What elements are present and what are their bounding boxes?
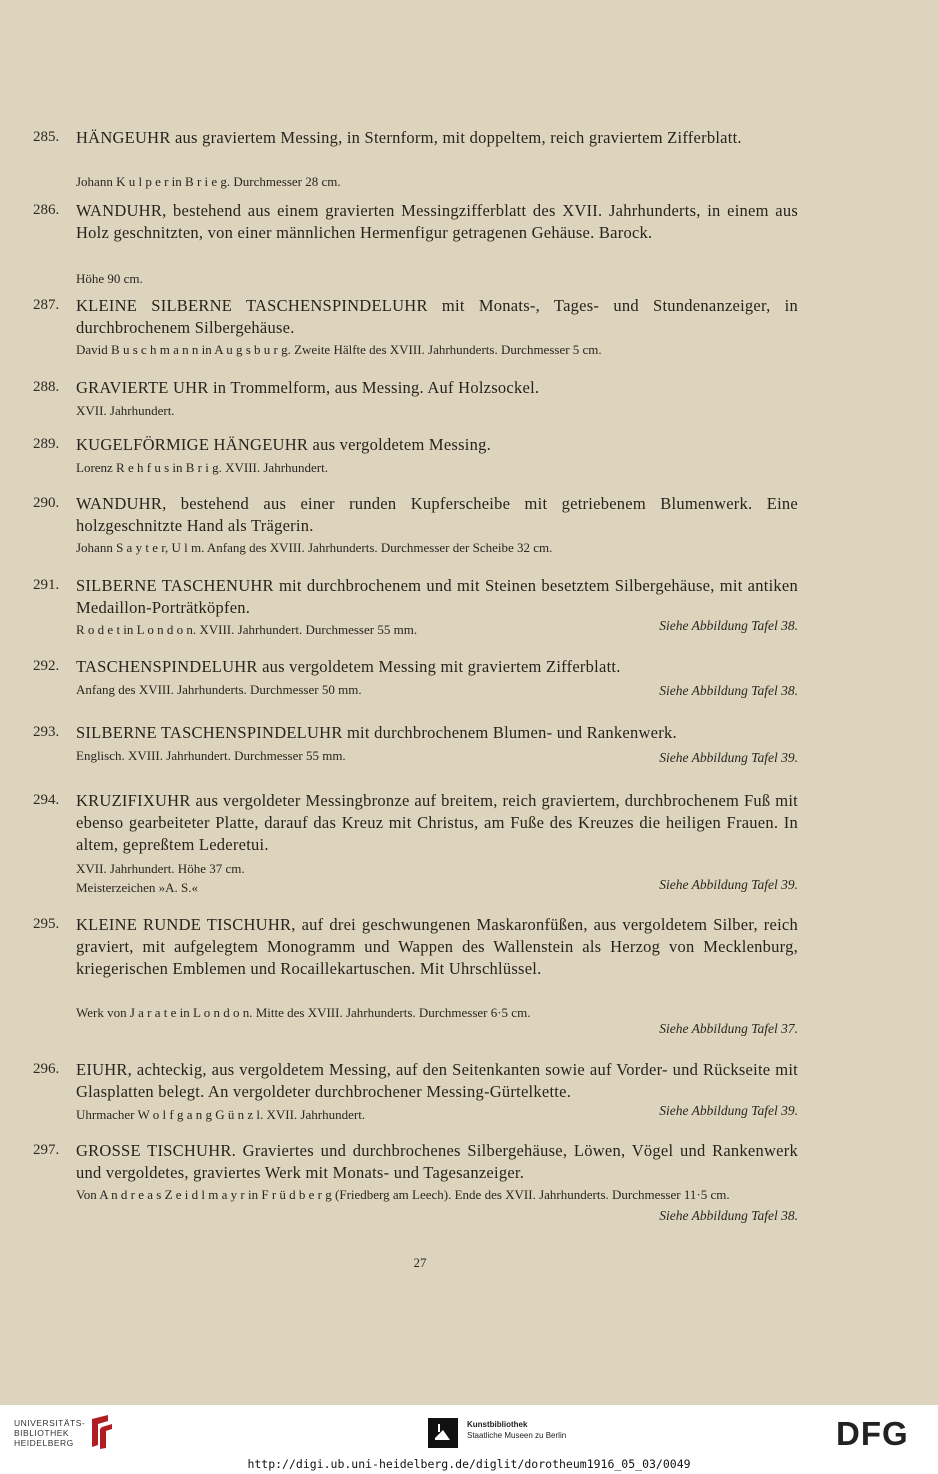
kunstbibliothek-label [467, 1419, 566, 1441]
entry-title: KUGELFÖRMIGE HÄNGEUHR aus vergoldetem Messing. [76, 435, 491, 454]
entry-number: 292. [33, 658, 60, 674]
university-logo-icon [88, 1415, 114, 1449]
entry-meta: Anfang des XVIII. Jahrhunderts. Durchmesser 50 mm. [76, 682, 362, 697]
entry-number: 295. [33, 916, 60, 932]
entry-number: 293. [33, 724, 60, 740]
entry-meta: Werk von J a r a t e in L o n d o n. Mitte des XVIII. Jahrhunderts. Durchmesser 6·5 cm. [76, 1005, 531, 1020]
entry-meta: David B u s c h m a n n in A u g s b u r g. Zweite Hälfte des XVIII. Jahrhunderts. Durchmesser 5 cm. [76, 342, 602, 357]
source-url[interactable]: http://digi.ub.uni-heidelberg.de/diglit/dorotheum1916_05_03/0049 [247, 1457, 691, 1471]
entry-meta: Meisterzeichen »A. S.« [76, 880, 199, 895]
entry-number: 294. [33, 792, 60, 808]
entry-number: 296. [33, 1061, 60, 1077]
entry-title: HÄNGEUHR aus graviertem Messing, in Sternform, mit doppeltem, reich graviertem Zifferblatt. [76, 128, 742, 147]
entry-title: EIUHR, achteckig, aus vergoldetem Messing, auf den Seitenkanten sowie auf Vorder- und Rückseite mit Glasplatten belegt. An vergoldeter durchbrochener Messing-Gürtelkette. [76, 1060, 798, 1101]
plate-reference: Siehe Abbildung Tafel 37. [659, 1021, 798, 1036]
uni-line-3: HEIDELBERG [14, 1438, 74, 1448]
entry-number: 289. [33, 436, 60, 452]
entry-title: KLEINE SILBERNE TASCHENSPINDELUHR mit Monats-, Tages- und Stundenanzeiger, in durchbrochenem Silbergehäuse. [76, 296, 798, 337]
entry-number: 286. [33, 202, 60, 218]
entry-title: SILBERNE TASCHENSPINDELUHR mit durchbrochenem Blumen- und Rankenwerk. [76, 723, 677, 742]
plate-reference: Siehe Abbildung Tafel 39. [659, 1103, 798, 1118]
entry-meta: Von A n d r e a s Z e i d l m a y r in F r ü d b e r g (Friedberg am Leech). Ende des XVII. Jahrhunderts. Durchmesser 11·5 cm. [76, 1187, 730, 1202]
university-library-label [14, 1418, 85, 1448]
entry-meta: Höhe 90 cm. [76, 271, 143, 286]
entry-number: 297. [33, 1142, 60, 1158]
entry-title: WANDUHR, bestehend aus einem gravierten Messingzifferblatt des XVII. Jahrhunderts, in einem aus Holz geschnitzten, von einer männlichen Hermenfigur getragenen Gehäuse. Barock. [76, 201, 798, 242]
plate-reference: Siehe Abbildung Tafel 38. [659, 683, 798, 698]
entry-meta: Englisch. XVIII. Jahrhundert. Durchmesser 55 mm. [76, 748, 346, 763]
entry-title: KRUZIFIXUHR aus vergoldeter Messingbronze auf breitem, reich graviertem, durchbrochenem Fuß mit ebenso gearbeiteter Platte, darauf das Kreuz mit Christus, am Fuße des Kreuzes die heiligen Frauen. In altem, gepreßtem Lederetui. [76, 791, 798, 854]
entry-title: SILBERNE TASCHENUHR mit durchbrochenem und mit Steinen besetztem Silbergehäuse, mit antiken Medaillon-Porträtköpfen. [76, 576, 798, 617]
plate-reference: Siehe Abbildung Tafel 39. [659, 750, 798, 765]
plate-reference: Siehe Abbildung Tafel 38. [659, 1208, 798, 1223]
entry-number: 288. [33, 379, 60, 395]
footer-bar [0, 1405, 938, 1457]
uni-line-2: BIBLIOTHEK [14, 1428, 70, 1438]
entry-title: TASCHENSPINDELUHR aus vergoldetem Messing mit graviertem Zifferblatt. [76, 657, 621, 676]
entry-meta: XVII. Jahrhundert. [76, 403, 175, 418]
entry-meta: R o d e t in L o n d o n. XVIII. Jahrhundert. Durchmesser 55 mm. [76, 622, 418, 637]
plate-reference: Siehe Abbildung Tafel 39. [659, 877, 798, 892]
entry-meta: XVII. Jahrhundert. Höhe 37 cm. [76, 861, 245, 876]
entry-number: 291. [33, 577, 60, 593]
entry-number: 285. [33, 129, 60, 145]
kb-title: Kunstbibliothek [467, 1420, 528, 1429]
plate-reference: Siehe Abbildung Tafel 38. [659, 618, 798, 633]
entry-number: 287. [33, 297, 60, 313]
kunstbibliothek-logo-icon [428, 1418, 458, 1448]
page-number: 27 [413, 1255, 427, 1270]
kb-subtitle: Staatliche Museen zu Berlin [467, 1431, 567, 1440]
entry-title: GRAVIERTE UHR in Trommelform, aus Messing. Auf Holzsockel. [76, 378, 540, 397]
entry-meta: Lorenz R e h f u s in B r i g. XVIII. Jahrhundert. [76, 460, 328, 475]
entry-number: 290. [33, 495, 60, 511]
entry-meta: Johann S a y t e r, U l m. Anfang des XVIII. Jahrhunderts. Durchmesser der Scheibe 32 cm. [76, 540, 553, 555]
entry-title: GROSSE TISCHUHR. Graviertes und durchbrochenes Silbergehäuse, Löwen, Vögel und Rankenwerk und vergoldetes, graviertes Werk mit Monats- und Tagesanzeiger. [76, 1141, 798, 1182]
uni-line-1: UNIVERSITÄTS- [14, 1418, 86, 1428]
entry-title: KLEINE RUNDE TISCHUHR, auf drei geschwungenen Maskaronfüßen, aus vergoldetem Silber, reich graviert, mit aufgelegtem Monogramm und Wappen des Wallenstein als Herzog von Mecklenburg, kriegerischen Emblemen und Rocaillekartuschen. Mit Uhrschlüssel. [76, 915, 798, 978]
entry-title: WANDUHR, bestehend aus einer runden Kupferscheibe mit getriebenem Blumenwerk. Eine holzgeschnitzte Hand als Trägerin. [76, 494, 798, 535]
entry-meta: Johann K u l p e r in B r i e g. Durchmesser 28 cm. [76, 174, 341, 189]
dfg-logo: DFG [836, 1415, 909, 1452]
entry-meta: Uhrmacher W o l f g a n g G ü n z l. XVII. Jahrhundert. [76, 1107, 366, 1122]
